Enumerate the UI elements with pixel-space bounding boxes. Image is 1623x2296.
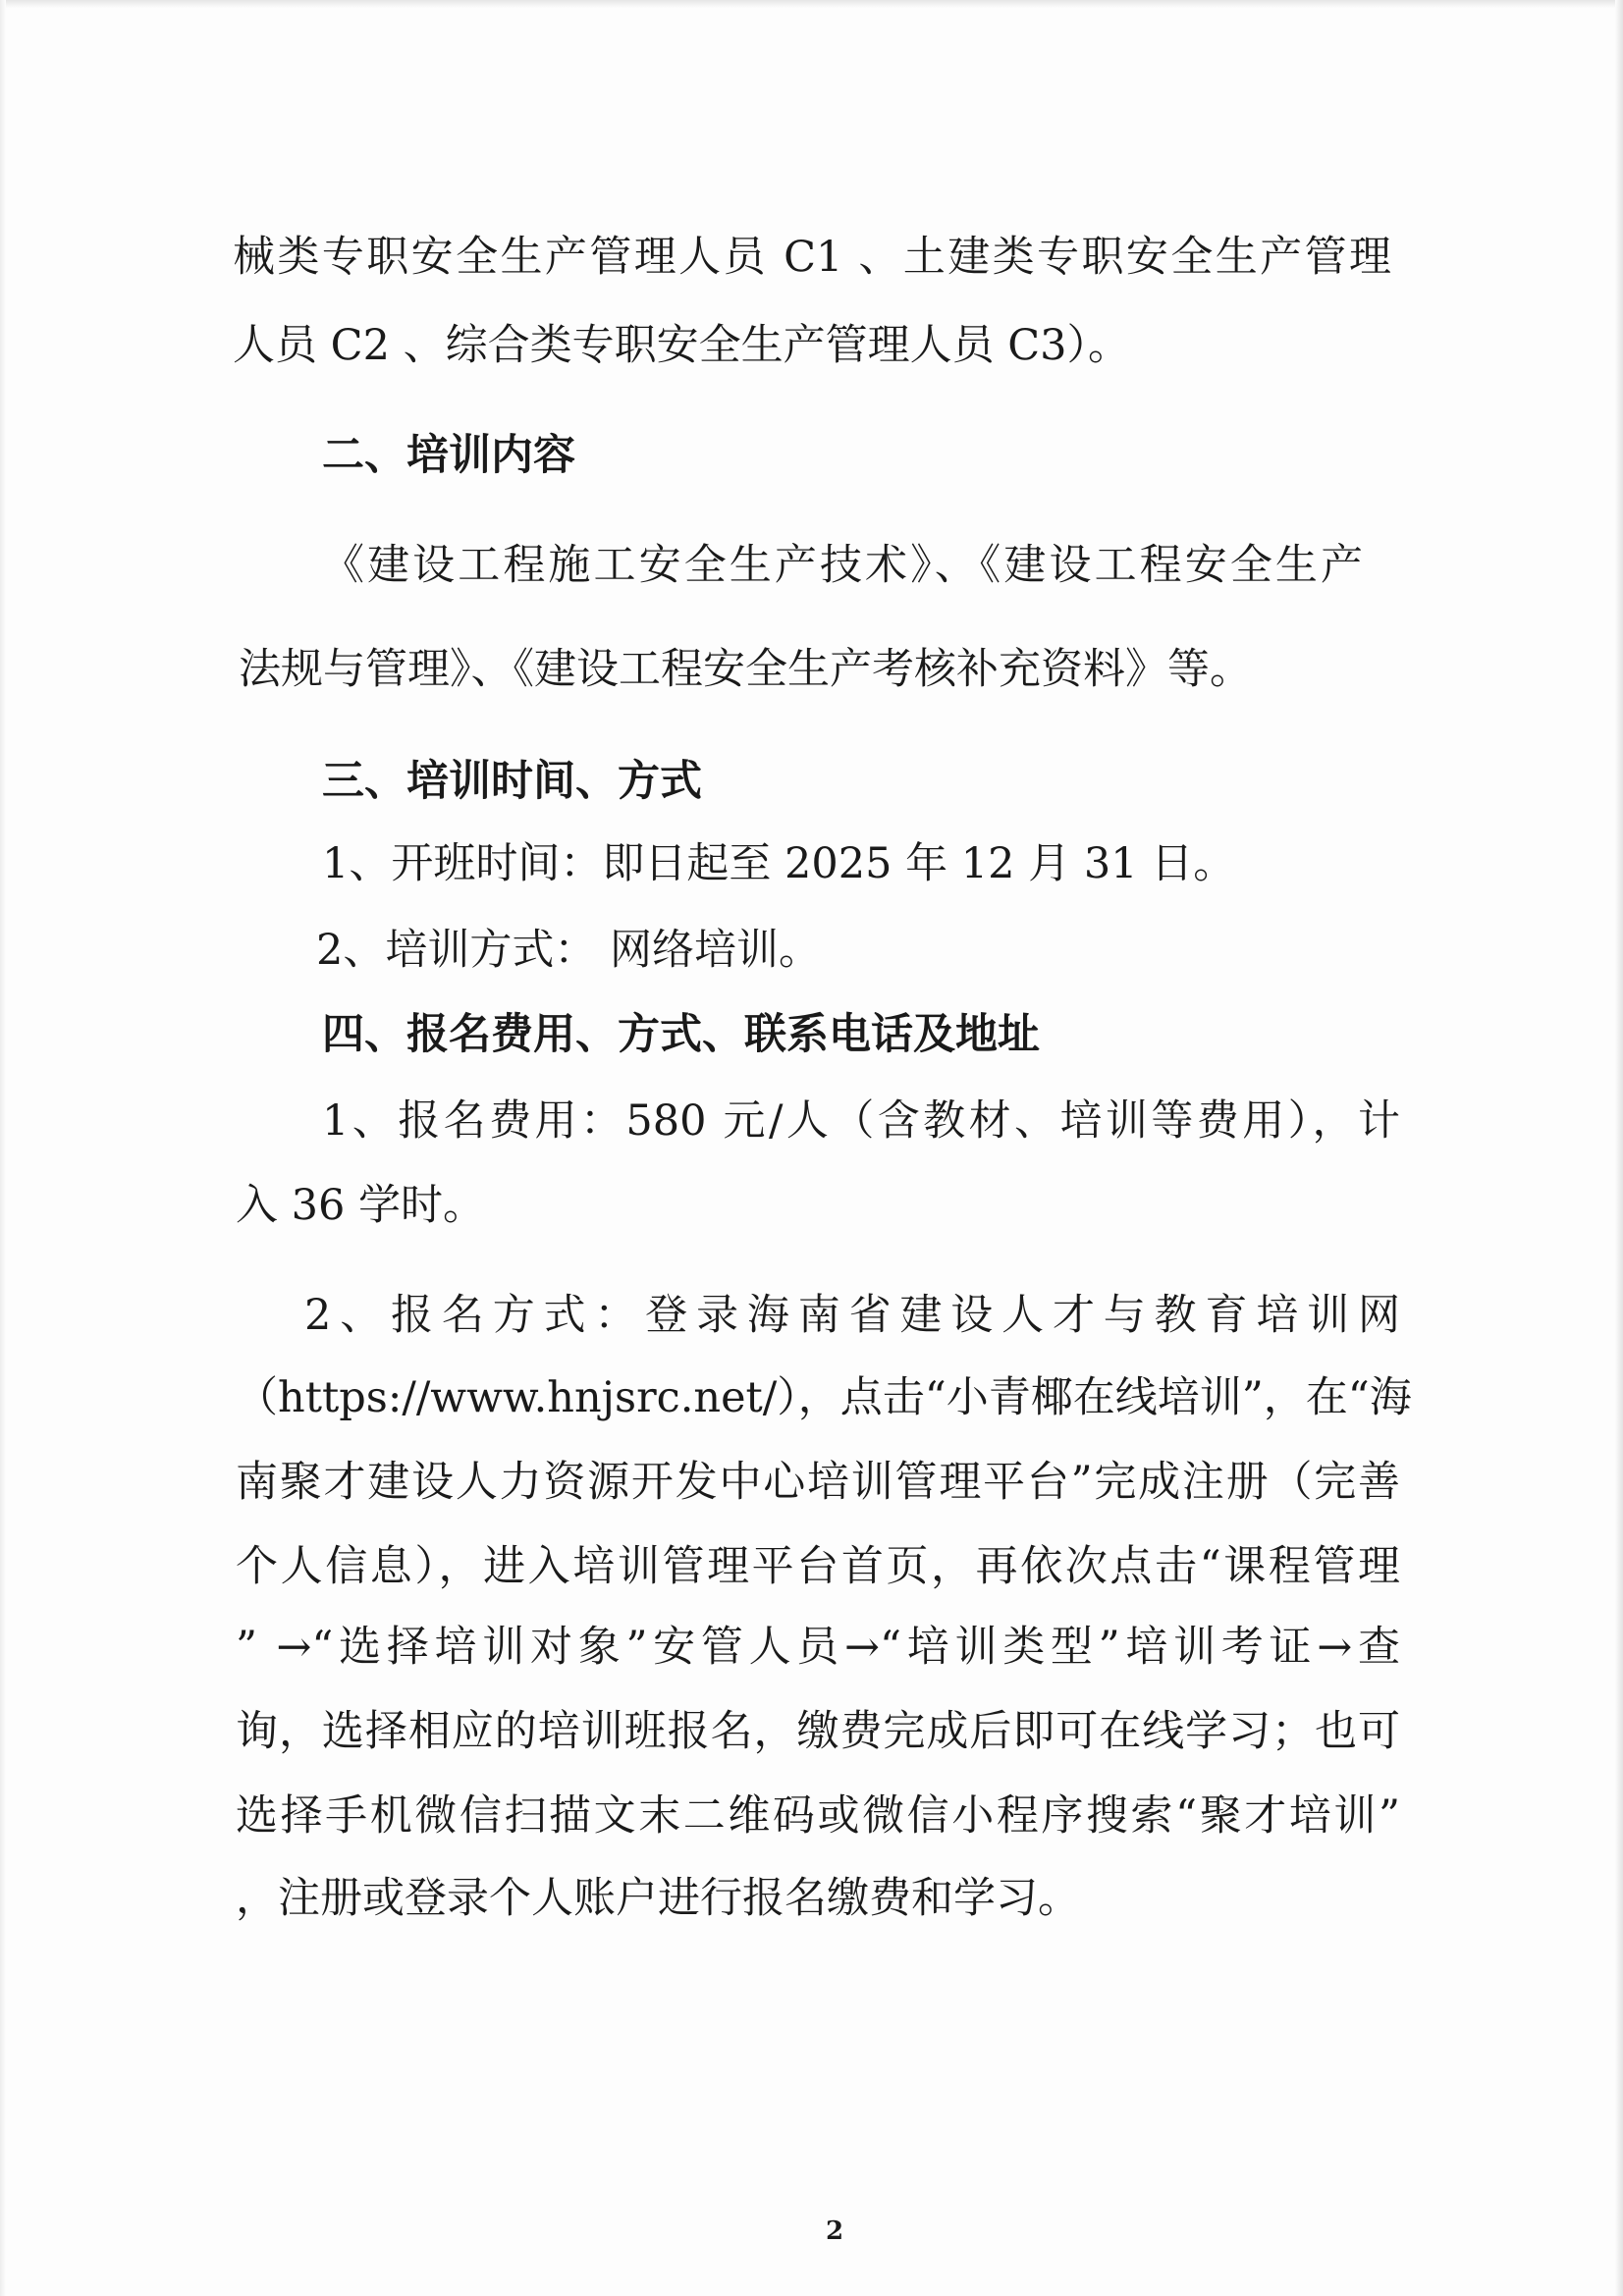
paragraph-line: 1、报名费用：580 元/人（含教材、培训等费用），计 bbox=[322, 1096, 1400, 1146]
paragraph-line: 选择手机微信扫描文末二维码或微信小程序搜索“聚才培训” bbox=[236, 1791, 1400, 1841]
paragraph-line: 人员 C2 、综合类专职安全生产管理人员 C3）。 bbox=[233, 321, 1131, 370]
paragraph-line: 械类专职安全生产管理人员 C1 、土建类专职安全生产管理 bbox=[233, 233, 1391, 282]
paragraph-line: （https://www.hnjsrc.net/），点击“小青椰在线培训”，在“海 bbox=[236, 1373, 1412, 1422]
page-number: 2 bbox=[825, 2216, 844, 2246]
paragraph-line: 2、培训方式： 网络培训。 bbox=[316, 926, 822, 975]
section-heading-training-content: 二、培训内容 bbox=[322, 431, 575, 480]
section-heading-fees: 四、报名费用、方式、联系电话及地址 bbox=[322, 1010, 1040, 1059]
paragraph-line: 法规与管理》、《建设工程安全生产考核补充资料》等。 bbox=[239, 645, 1252, 694]
paragraph-line: 1、开班时间：即日起至 2025 年 12 月 31 日。 bbox=[322, 839, 1236, 888]
paragraph-line: 南聚才建设人力资源开发中心培训管理平台”完成注册（完善 bbox=[236, 1458, 1400, 1507]
paragraph-line: 个人信息），进入培训管理平台首页，再依次点击“课程管理 bbox=[236, 1542, 1400, 1591]
scan-edge-left bbox=[0, 0, 6, 2296]
paragraph-line: 《建设工程施工安全生产技术》、《建设工程安全生产 bbox=[322, 541, 1363, 590]
paragraph-line: ” →“选择培训对象”安管人员→“培训类型”培训考证→查 bbox=[236, 1623, 1400, 1672]
scan-edge-top bbox=[0, 0, 1623, 8]
section-heading-training-time: 三、培训时间、方式 bbox=[322, 757, 702, 806]
scan-edge-right bbox=[1615, 0, 1623, 2296]
paragraph-line: 询，选择相应的培训班报名，缴费完成后即可在线学习；也可 bbox=[236, 1707, 1400, 1756]
paragraph-line: 入 36 学时。 bbox=[236, 1181, 486, 1230]
paragraph-line: 2、报名方式：登录海南省建设人才与教育培训网 bbox=[304, 1291, 1400, 1340]
paragraph-line: ，注册或登录个人账户进行报名缴费和学习。 bbox=[236, 1874, 1080, 1923]
